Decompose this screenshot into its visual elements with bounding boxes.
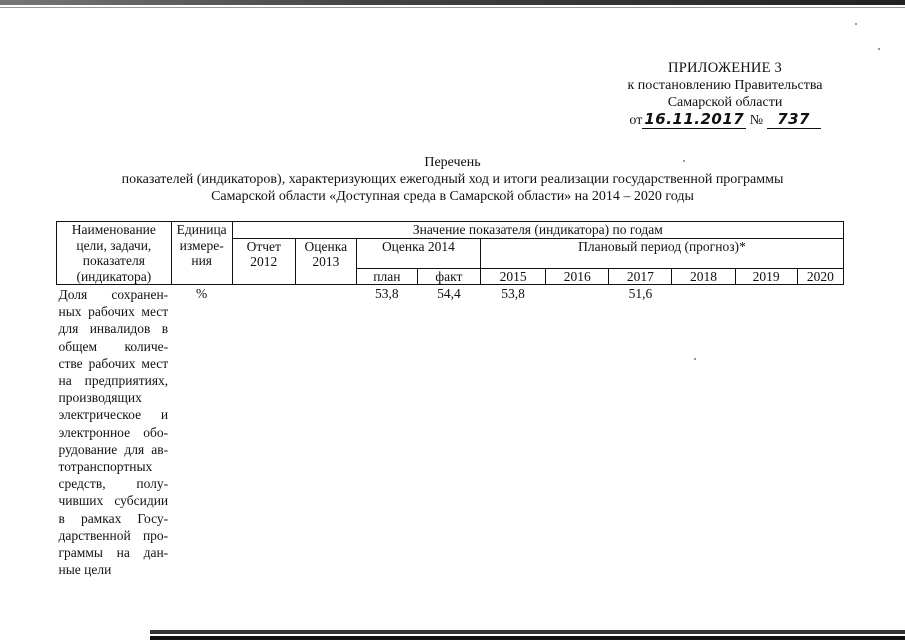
header-estimate-2014: Оценка 2014 [356,238,480,268]
header-estimate-2013: Оценка 2013 [295,238,356,285]
document-title-block [60,154,845,205]
header-plan: план [356,268,417,285]
scan-speck [878,48,880,50]
scan-edge-line [0,7,905,8]
number-prefix: № [749,113,764,128]
header-report-2012: Отчет 2012 [232,238,295,285]
table-row [57,285,844,579]
header-year-2017: 2017 [609,268,672,285]
header-unit: Единица измере-ния [171,222,232,285]
scan-edge-bottom-2 [150,636,905,640]
appendix-title: ПРИЛОЖЕНИЕ 3 [668,60,782,76]
header-fact: факт [417,268,480,285]
row-2019 [735,285,797,579]
scan-edge-bottom [150,630,905,634]
header-year-2015: 2015 [480,268,545,285]
header-values-by-year: Значение показателя (индикатора) по годам [232,222,843,239]
row-2020 [797,285,843,579]
handwritten-number: 737 [767,111,821,129]
header-planned-period: Плановый период (прогноз)* [480,238,843,268]
header-year-2019: 2019 [735,268,797,285]
indicators-table [56,221,844,578]
document-subtitle-1: показателей (индикаторов), характеризующих ежегодный ход и итоги реализации государственной программы [121,172,784,187]
date-prefix: от [629,113,643,128]
row-2018 [672,285,735,579]
header-name: Наименование цели, задачи, показателя (индикатора) [57,222,172,285]
row-report-2012 [232,285,295,579]
appendix-line-2: Самарской области [667,95,783,110]
row-2017: 51,6 [628,286,653,301]
document-heading: Перечень [424,155,481,170]
appendix-date-line [629,111,820,129]
header-year-2020: 2020 [797,268,843,285]
row-fact-2014: 54,4 [437,286,461,301]
document-subtitle-2: Самарской области «Доступная среда в Самарской области» на 2014 – 2020 годы [211,189,694,204]
row-2015: 53,8 [501,286,525,301]
appendix-line-1: к постановлению Правительства [627,78,823,93]
row-indicator-name: Доля сохранен- ных рабочих мест для инвалидов в общем количе- стве рабочих мест на предприятиях, производящих электрическое и электронное обо- рудование для ав- тотранспортных средств, полу- чивших субсидии в рамках Госу- дарственной про- граммы на дан- ные цели [58,287,169,578]
row-plan-2014: 53,8 [375,286,399,301]
header-year-2016: 2016 [546,268,609,285]
appendix-block [600,60,850,129]
handwritten-date: 16.11.2017 [644,110,745,128]
header-row-1 [57,222,844,239]
scan-speck [855,23,857,25]
row-2016 [546,285,609,579]
header-year-2018: 2018 [672,268,735,285]
row-unit: % [196,286,208,301]
row-estimate-2013 [295,285,356,579]
scan-edge-top [0,0,905,5]
